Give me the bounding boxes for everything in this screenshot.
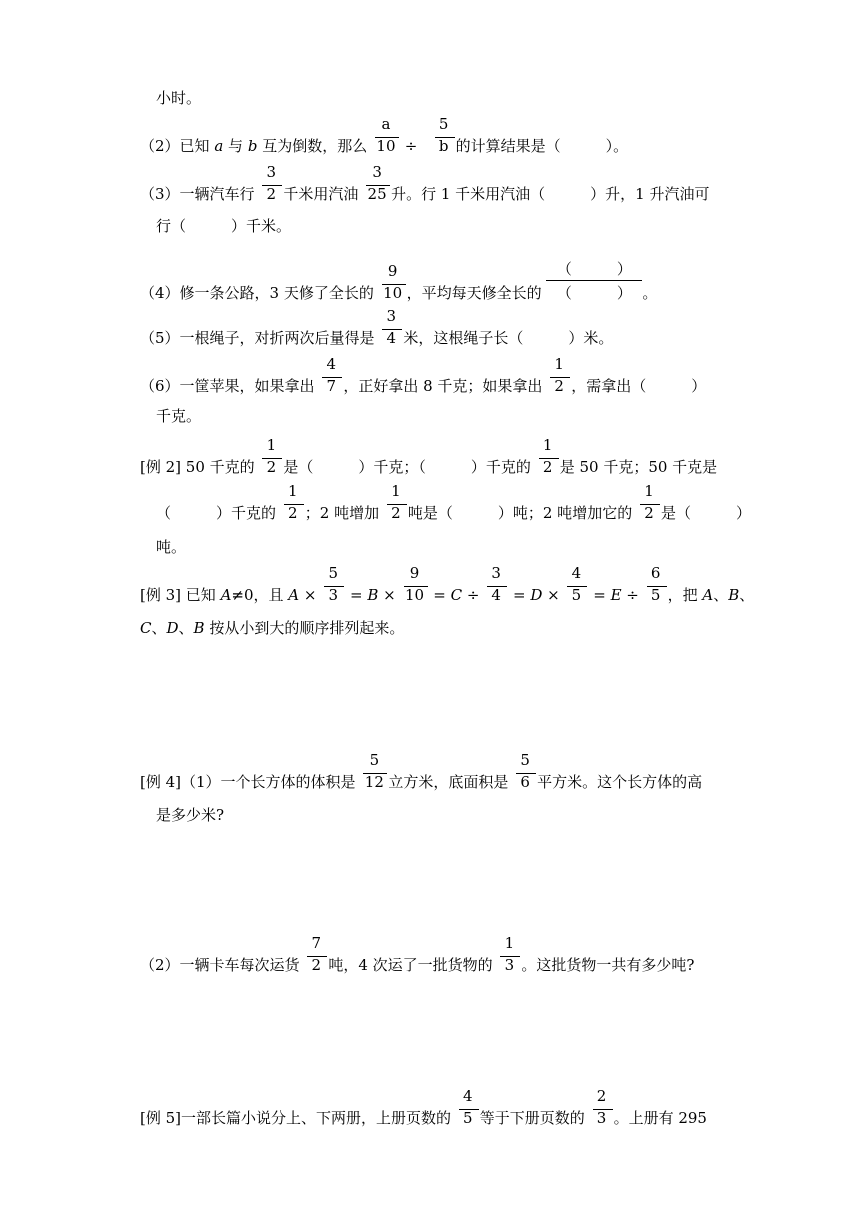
text: 行（ ）千米。 (156, 217, 292, 235)
fraction: $\frac{1}{2}$ (638, 503, 660, 523)
fraction: $\frac{5}{6}$ (514, 772, 536, 792)
fraction: $\frac{5}{b}$ (433, 136, 455, 156)
example-5 (140, 1087, 707, 1128)
text: （6）一筐苹果，如果拿出 (140, 377, 320, 395)
text: 升。行 1 千米用汽油（ ）升，1 升汽油可 (391, 185, 710, 203)
problem-4 (140, 260, 658, 303)
fraction: $\frac{9}{10}$ (402, 585, 428, 605)
fraction: $\frac{4}{5}$ (565, 585, 587, 605)
text: 的计算结果是（ ）。 (455, 137, 629, 155)
text: 小时。 (156, 89, 202, 107)
text: ，需拿出（ ） (571, 377, 707, 395)
text: ；2 吨增加 (304, 504, 384, 522)
text: 平方米。这个长方体的高 (537, 773, 703, 791)
fraction: $\frac{7}{2}$ (305, 955, 327, 975)
example-4-cont (156, 805, 224, 825)
fraction: $\frac{6}{5}$ (645, 585, 667, 605)
fraction: $\frac{5}{3}$ (322, 585, 344, 605)
fraction: $\frac{a}{10}$ (373, 136, 399, 156)
problem-5 (140, 307, 614, 348)
example-2 (140, 436, 718, 477)
text: 是多少米? (156, 806, 225, 824)
text: （3）一辆汽车行 (140, 185, 260, 203)
fraction: $\frac{1}{2}$ (537, 457, 559, 477)
text: ，正好拿出 8 千克；如果拿出 (343, 377, 548, 395)
example-4 (140, 751, 703, 792)
example-3: [例 3] 已知 A≠0，且 A × $\frac{5}{3}$ = B × $\frac{9}{10}$ = C ÷ $\frac{3}{4}$ = D × $\frac{4}{5}$ = E ÷ $\frac{6}{5}$ ，把 A、B、 (140, 564, 755, 604)
text: （4）修一条公路，3 天修了全长的 (140, 284, 379, 302)
fraction: $\frac{4}{7}$ (320, 376, 342, 396)
text: ，平均每天修全长的 (406, 284, 547, 302)
text: 。 (642, 284, 658, 302)
text: 米，这根绳子长（ ）米。 (403, 329, 614, 347)
fraction: $\frac{1}{2}$ (260, 457, 282, 477)
blank-fraction[interactable]: $\frac{( )}{( )}$ (546, 283, 642, 303)
fraction: $\frac{3}{25}$ (364, 184, 390, 204)
problem-2 (140, 115, 629, 156)
text: 吨是（ ）吨；2 吨增加它的 (407, 504, 637, 522)
example-3-cont: C、D、B 按从小到大的顺序排列起来。 (140, 619, 405, 637)
fraction: $\frac{2}{3}$ (591, 1108, 613, 1128)
fraction: $\frac{4}{5}$ (457, 1108, 479, 1128)
problem-3-cont (156, 216, 291, 236)
text: 与 (223, 137, 248, 155)
text: 千米用汽油 (283, 185, 364, 203)
text: 互为倒数，那么 (257, 137, 372, 155)
text: 是 50 千克；50 千克是 (559, 458, 718, 476)
text: 等于下册页数的 (479, 1109, 590, 1127)
text: ÷ (399, 137, 423, 155)
fraction: $\frac{3}{4}$ (380, 328, 402, 348)
text: [例 2] 50 千克的 (140, 458, 260, 476)
text: 立方米，底面积是 (388, 773, 514, 791)
fraction: $\frac{1}{3}$ (498, 955, 520, 975)
text: 是（ ） (660, 504, 751, 522)
text: 。上册有 295 (613, 1109, 707, 1127)
fraction: $\frac{1}{2}$ (282, 503, 304, 523)
text: 是（ ）千克；（ ）千克的 (283, 458, 536, 476)
problem-3 (140, 163, 710, 204)
problem-6 (140, 355, 707, 396)
fraction: $\frac{3}{4}$ (485, 585, 507, 605)
fraction: $\frac{3}{2}$ (260, 184, 282, 204)
text: 千克。 (156, 407, 202, 425)
fraction: $\frac{5}{12}$ (361, 772, 387, 792)
var-b: b (247, 137, 258, 155)
text: （2）一辆卡车每次运货 (140, 956, 305, 974)
text: [例 5]一部长篇小说分上、下两册，上册页数的 (140, 1109, 456, 1127)
text: 吨。 (156, 538, 187, 556)
example-4-part-2 (140, 934, 695, 975)
text: （ ）千克的 (156, 504, 281, 522)
var-a: a (214, 137, 224, 155)
text: [例 4]（1）一个长方体的体积是 (140, 773, 361, 791)
text: （2）已知 (140, 137, 215, 155)
text: （5）一根绳子，对折两次后量得是 (140, 329, 380, 347)
fraction: $\frac{1}{2}$ (385, 503, 407, 523)
text: 吨，4 次运了一批货物的 (328, 956, 498, 974)
example-2-end (156, 537, 186, 557)
line-hours (156, 88, 201, 108)
problem-6-cont (156, 406, 201, 426)
fraction: $\frac{1}{2}$ (548, 376, 570, 396)
fraction: $\frac{9}{10}$ (380, 283, 406, 303)
example-2-cont (156, 482, 751, 523)
text: 。这批货物一共有多少吨? (521, 956, 695, 974)
